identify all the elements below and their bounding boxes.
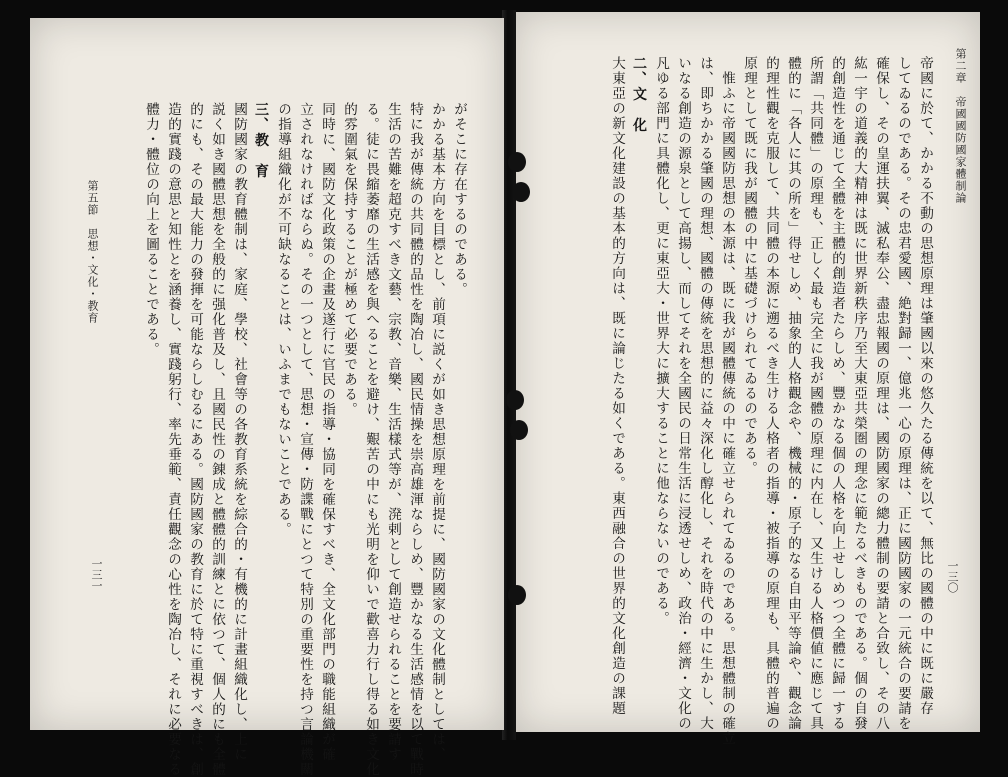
text-line: かかる基本方向を目標とし、前項に説くが如き思想原理を前提に、國防國家の文化體制としては、 [429, 102, 445, 762]
text-line: 所謂「共同體」の原理も、正しく最も完全に我が國體の原理に内在し、又生ける人格價値に應じて具 [807, 56, 823, 731]
text-line: がそこに存在するのである。 [451, 102, 467, 297]
text-line: 立されなければならぬ。その一つとして、思想・宣傳・防諜戰にとつて特別の重要性を持つ言論機關 [297, 102, 313, 777]
running-head: 第五節 思想・文化・教育 [86, 180, 99, 324]
page-number: 一三〇 [946, 560, 959, 593]
left-page [30, 18, 504, 777]
left-page-body [140, 102, 470, 777]
section-heading: 二、文 化 [631, 56, 647, 133]
text-line: 大東亞の新文化建設の基本的方向は、既に論じたる如くである。東西融合の世界的文化創造の課題 [609, 56, 625, 716]
text-line: 原理として既に我が國體の中に基礎づけられてゐるのである。 [741, 56, 757, 476]
text-line: 的にも、その最大能力の發揮を可能ならしむるにある。國防國家の教育に於て特に重視すべきは、創 [187, 102, 203, 777]
text-line: してゐるのである。その忠君愛國、絶對歸一、億兆一心の原理は、正に國防國家の一元統合の要請を [895, 56, 911, 731]
binding-hole-icon [506, 390, 524, 410]
text-line: 造的實踐の意思と知性とを涵養し、實踐躬行、率先垂範、責任觀念の心性を陶冶し、それに必要なる [165, 102, 181, 777]
text-line: いなる創造の源泉として高揚し、而してそれを全國民の日常生活に浸透せしめ、政治・經濟・文化の [675, 56, 691, 731]
text-line: 帝國に於て、かかる不動の思想原理は肇國以來の悠久たる傳統を以て、無比の國體の中に既に嚴存 [917, 56, 933, 716]
binding-hole-icon [510, 420, 528, 440]
text-line: 特に我が傳統の共同體的品性を陶冶し、國民情操を崇高雄渾ならしめ、豐かなる生活感情を以て戰時 [407, 102, 423, 777]
right-page [514, 12, 980, 746]
text-line: 紘一宇の道義的大精神は既に世界新秩序乃至大東亞共榮圏の理念に範たるべきものである。個の自發 [851, 56, 867, 731]
binding-hole-icon [508, 585, 526, 605]
text-line: 説く如き國體思想を全般的に强化普及し、且國民性の錬成と體體的訓練とに依つて、個人的にも全體 [209, 102, 225, 777]
page-number: 一三一 [90, 558, 103, 591]
text-line: 的雰圍氣を保持することが極めて必要である。 [341, 102, 357, 417]
text-line: 確保し、その皇運扶翼、滅私奉公、盡忠報國の原理は、國防國家の總力體制の要請と合致し、その八 [873, 56, 889, 731]
text-line: 凡ゆる部門に具體化し、更に東亞大・世界大に擴大することに他ならないのである。 [653, 56, 669, 626]
text-line: は、即ちかかる肇國の理想、國體の傳統を思想的に益々深化し醇化し、それを時代の中に生かし、大 [697, 56, 713, 731]
text-line: 惟ふに帝國國防思想の本源は、既に我が國體傳統の中に確立せられてゐるのである。思想體制の確立 [719, 56, 735, 746]
text-line: 的理性觀を克服して、共同體の本源に遡るべき生ける人格者の指導・被指導の原理も、具體的普遍の [763, 56, 779, 731]
text-line: 同時に、國防文化政策の企畫及遂行に官民の指導・協同を確保すべき、全文化部門の職能組織が確 [319, 102, 335, 762]
text-line: の指導組織化が不可缺なることは、いふまでもないことである。 [275, 102, 291, 537]
text-line: 生活の苦難を超克すべき文藝、宗教、音樂、生活樣式等が、溌剌として創造せられることを要請す [385, 102, 401, 762]
running-head: 第二章 帝國國防國家體制論 [954, 48, 967, 204]
text-line: 的創造性を通じて全體を主體的創造者たらしめ、豐かなる個の人格を向上せしめつつ全體に歸一する [829, 56, 845, 731]
right-page-body [606, 56, 936, 746]
book-gutter [502, 10, 516, 740]
binding-hole-icon [512, 182, 530, 202]
section-heading: 三、教 育 [253, 102, 269, 179]
binding-hole-icon [508, 152, 526, 172]
text-line: 國防國家の教育體制は、家庭、學校、社會等の各教育系統を綜合的・有機的に計畫組織化し、上に [231, 102, 247, 762]
text-line: る。徒に畏縮萎靡の生活感を與へることを避け、艱苦の中にも光明を仰いで歡喜力行し得る如き文化 [363, 102, 379, 777]
text-line: 體力・體位の向上を圖ることである。 [143, 102, 159, 357]
text-line: 體的に「各人に其の所を」得せしめ、抽象的人格觀念や、機械的・原子的なる自由平等論や、觀念論 [785, 56, 801, 731]
